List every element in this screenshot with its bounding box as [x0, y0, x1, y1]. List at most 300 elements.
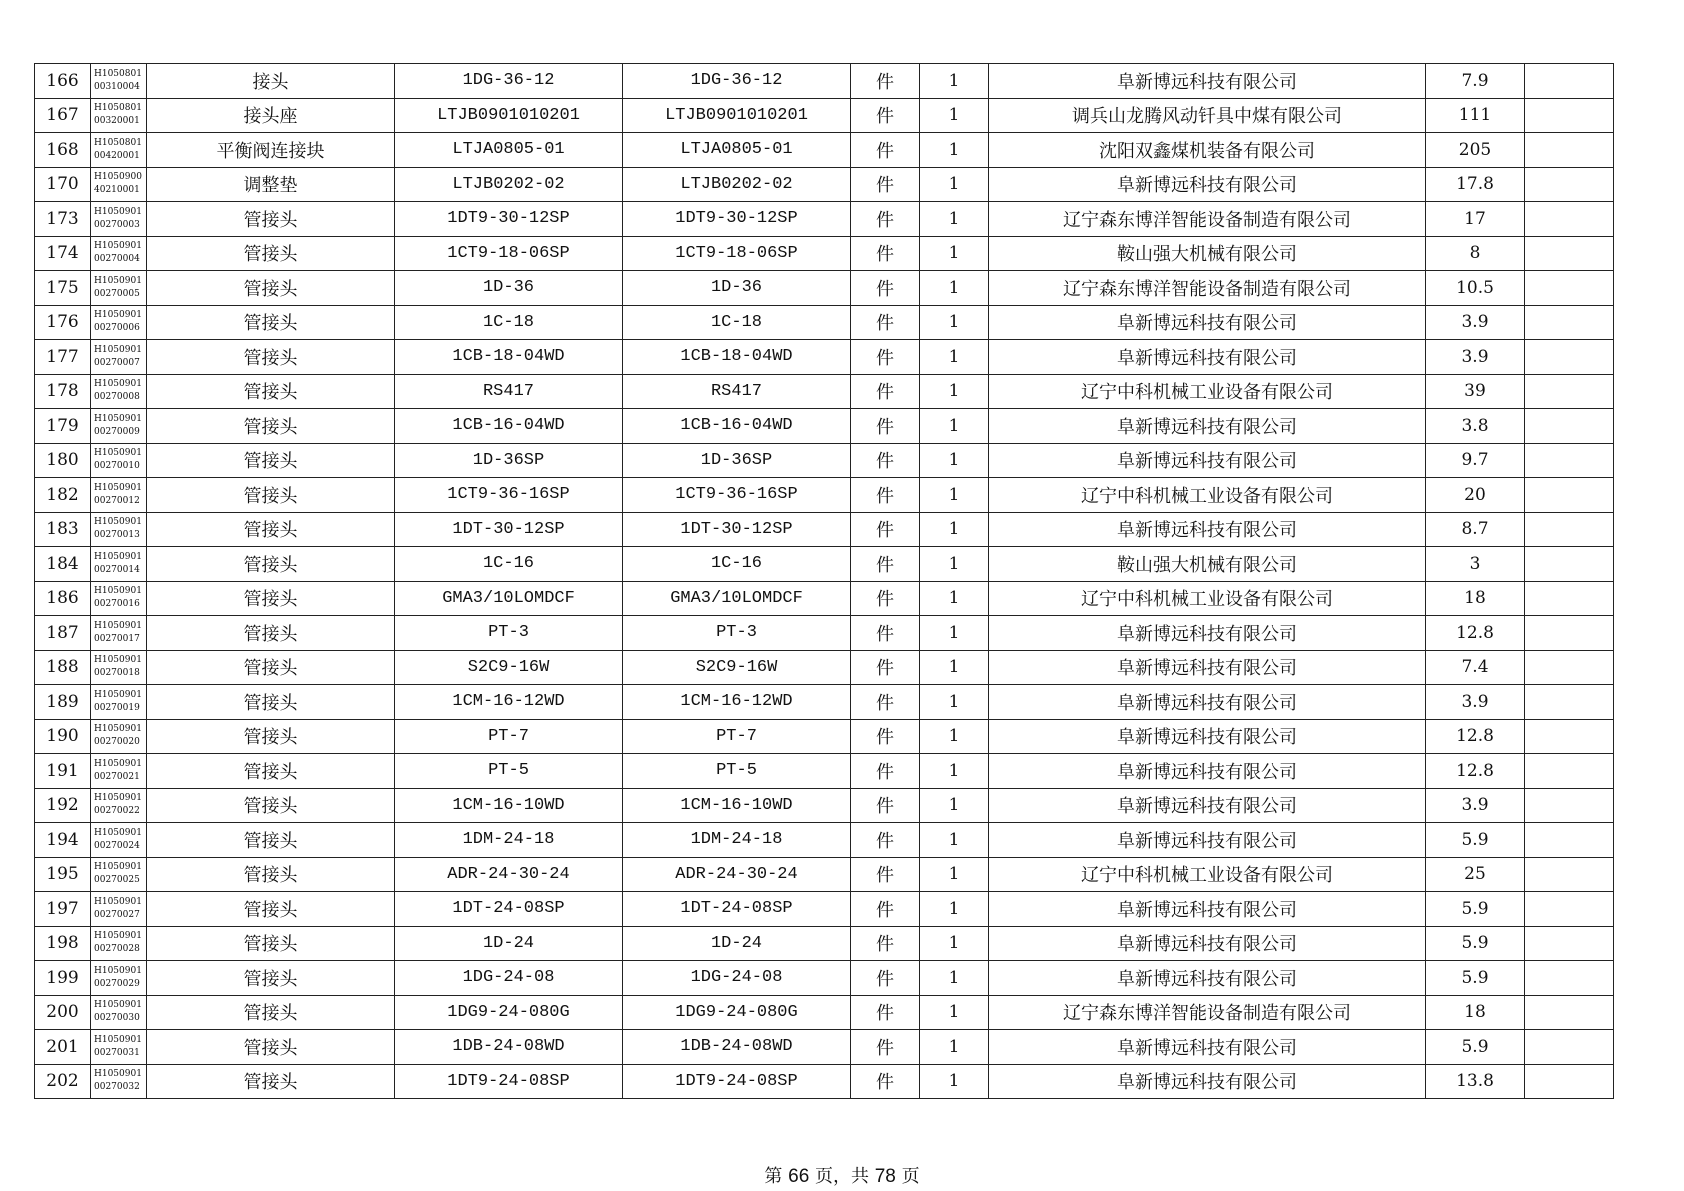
cell-part-name: 管接头: [147, 443, 395, 478]
cell-item-number: 184: [35, 547, 91, 582]
cell-part-name: 接头座: [147, 98, 395, 133]
cell-item-number: 188: [35, 650, 91, 685]
cell-item-number: 202: [35, 1064, 91, 1099]
cell-spec: 1C-18: [623, 305, 851, 340]
cell-part-name: 管接头: [147, 995, 395, 1030]
table-body: [35, 64, 1614, 1099]
cell-spec: 1DT9-24-08SP: [623, 1064, 851, 1099]
cell-item-number: 170: [35, 167, 91, 202]
cell-material-code: H1050901 00270008: [91, 374, 147, 409]
cell-price: 3.9: [1426, 340, 1525, 375]
cell-supplier: 阜新博远科技有限公司: [989, 892, 1426, 927]
cell-material-code: H1050901 00270021: [91, 754, 147, 789]
cell-spec: LTJB0202-02: [623, 167, 851, 202]
cell-price: 7.4: [1426, 650, 1525, 685]
cell-supplier: 辽宁中科机械工业设备有限公司: [989, 857, 1426, 892]
table-row: [35, 650, 1614, 685]
cell-price: 111: [1426, 98, 1525, 133]
table-row: [35, 581, 1614, 616]
table-row: [35, 271, 1614, 306]
cell-price: 12.8: [1426, 754, 1525, 789]
current-page-number: 66: [788, 1166, 810, 1187]
table-row: [35, 823, 1614, 858]
cell-material-code: H1050901 00270028: [91, 926, 147, 961]
cell-item-number: 176: [35, 305, 91, 340]
cell-material-code: H1050901 00270010: [91, 443, 147, 478]
cell-remark: [1525, 64, 1614, 99]
cell-supplier: 辽宁森东博洋智能设备制造有限公司: [989, 202, 1426, 237]
cell-material-code: H1050901 00270020: [91, 719, 147, 754]
cell-model: 1DM-24-18: [395, 823, 623, 858]
table-row: [35, 926, 1614, 961]
cell-price: 17.8: [1426, 167, 1525, 202]
cell-unit: 件: [851, 650, 920, 685]
cell-part-name: 管接头: [147, 685, 395, 720]
cell-supplier: 辽宁森东博洋智能设备制造有限公司: [989, 995, 1426, 1030]
cell-remark: [1525, 547, 1614, 582]
cell-part-name: 管接头: [147, 236, 395, 271]
cell-part-name: 管接头: [147, 719, 395, 754]
cell-material-code: H1050901 00270019: [91, 685, 147, 720]
cell-model: PT-5: [395, 754, 623, 789]
cell-model: PT-7: [395, 719, 623, 754]
cell-part-name: 管接头: [147, 650, 395, 685]
table-row: [35, 857, 1614, 892]
cell-item-number: 179: [35, 409, 91, 444]
cell-quantity: 1: [920, 892, 989, 927]
table-row: [35, 788, 1614, 823]
table-row: [35, 892, 1614, 927]
cell-unit: 件: [851, 616, 920, 651]
cell-price: 5.9: [1426, 926, 1525, 961]
cell-quantity: 1: [920, 64, 989, 99]
cell-quantity: 1: [920, 926, 989, 961]
cell-spec: 1DG-24-08: [623, 961, 851, 996]
cell-spec: GMA3/10LOMDCF: [623, 581, 851, 616]
cell-quantity: 1: [920, 719, 989, 754]
cell-supplier: 辽宁中科机械工业设备有限公司: [989, 581, 1426, 616]
cell-unit: 件: [851, 719, 920, 754]
cell-part-name: 管接头: [147, 616, 395, 651]
cell-spec: LTJB0901010201: [623, 98, 851, 133]
table-row: [35, 64, 1614, 99]
cell-remark: [1525, 374, 1614, 409]
cell-price: 25: [1426, 857, 1525, 892]
cell-part-name: 管接头: [147, 788, 395, 823]
cell-price: 5.9: [1426, 823, 1525, 858]
cell-unit: 件: [851, 340, 920, 375]
cell-unit: 件: [851, 581, 920, 616]
cell-part-name: 管接头: [147, 271, 395, 306]
cell-unit: 件: [851, 995, 920, 1030]
cell-supplier: 阜新博远科技有限公司: [989, 685, 1426, 720]
cell-material-code: H1050901 00270007: [91, 340, 147, 375]
cell-part-name: 管接头: [147, 857, 395, 892]
cell-model: LTJA0805-01: [395, 133, 623, 168]
cell-spec: 1DT-30-12SP: [623, 512, 851, 547]
cell-material-code: H1050901 00270024: [91, 823, 147, 858]
cell-unit: 件: [851, 1030, 920, 1065]
cell-spec: LTJA0805-01: [623, 133, 851, 168]
cell-quantity: 1: [920, 1064, 989, 1099]
cell-supplier: 阜新博远科技有限公司: [989, 961, 1426, 996]
cell-spec: 1DG-36-12: [623, 64, 851, 99]
cell-price: 20: [1426, 478, 1525, 513]
cell-model: 1CM-16-12WD: [395, 685, 623, 720]
cell-material-code: H1050901 00270018: [91, 650, 147, 685]
cell-supplier: 辽宁中科机械工业设备有限公司: [989, 478, 1426, 513]
cell-material-code: H1050901 00270029: [91, 961, 147, 996]
cell-price: 3.8: [1426, 409, 1525, 444]
cell-remark: [1525, 409, 1614, 444]
cell-remark: [1525, 961, 1614, 996]
cell-material-code: H1050901 00270012: [91, 478, 147, 513]
cell-unit: 件: [851, 443, 920, 478]
cell-remark: [1525, 512, 1614, 547]
cell-remark: [1525, 995, 1614, 1030]
cell-price: 205: [1426, 133, 1525, 168]
cell-model: PT-3: [395, 616, 623, 651]
cell-item-number: 199: [35, 961, 91, 996]
cell-quantity: 1: [920, 685, 989, 720]
cell-part-name: 管接头: [147, 478, 395, 513]
cell-supplier: 阜新博远科技有限公司: [989, 443, 1426, 478]
cell-model: ADR-24-30-24: [395, 857, 623, 892]
cell-price: 5.9: [1426, 892, 1525, 927]
cell-quantity: 1: [920, 823, 989, 858]
cell-quantity: 1: [920, 305, 989, 340]
cell-supplier: 辽宁森东博洋智能设备制造有限公司: [989, 271, 1426, 306]
cell-spec: S2C9-16W: [623, 650, 851, 685]
cell-part-name: 管接头: [147, 340, 395, 375]
cell-supplier: 阜新博远科技有限公司: [989, 512, 1426, 547]
cell-price: 13.8: [1426, 1064, 1525, 1099]
cell-model: RS417: [395, 374, 623, 409]
cell-unit: 件: [851, 167, 920, 202]
cell-supplier: 阜新博远科技有限公司: [989, 409, 1426, 444]
cell-price: 9.7: [1426, 443, 1525, 478]
cell-unit: 件: [851, 926, 920, 961]
cell-price: 12.8: [1426, 616, 1525, 651]
table-row: [35, 305, 1614, 340]
cell-spec: RS417: [623, 374, 851, 409]
cell-unit: 件: [851, 305, 920, 340]
cell-quantity: 1: [920, 961, 989, 996]
cell-material-code: H1050901 00270031: [91, 1030, 147, 1065]
cell-unit: 件: [851, 788, 920, 823]
cell-price: 8: [1426, 236, 1525, 271]
cell-quantity: 1: [920, 374, 989, 409]
cell-spec: 1C-16: [623, 547, 851, 582]
cell-supplier: 鞍山强大机械有限公司: [989, 236, 1426, 271]
table-row: [35, 478, 1614, 513]
cell-price: 18: [1426, 995, 1525, 1030]
cell-part-name: 管接头: [147, 1030, 395, 1065]
cell-remark: [1525, 616, 1614, 651]
cell-model: 1CM-16-10WD: [395, 788, 623, 823]
cell-item-number: 174: [35, 236, 91, 271]
table-row: [35, 1030, 1614, 1065]
cell-price: 7.9: [1426, 64, 1525, 99]
table-row: [35, 995, 1614, 1030]
cell-model: LTJB0901010201: [395, 98, 623, 133]
cell-item-number: 175: [35, 271, 91, 306]
cell-remark: [1525, 271, 1614, 306]
cell-unit: 件: [851, 374, 920, 409]
cell-material-code: H1050901 00270004: [91, 236, 147, 271]
cell-spec: 1DG9-24-080G: [623, 995, 851, 1030]
table-row: [35, 443, 1614, 478]
cell-remark: [1525, 167, 1614, 202]
cell-quantity: 1: [920, 443, 989, 478]
cell-quantity: 1: [920, 788, 989, 823]
cell-remark: [1525, 650, 1614, 685]
cell-supplier: 鞍山强大机械有限公司: [989, 547, 1426, 582]
cell-material-code: H1050801 00320001: [91, 98, 147, 133]
table-row: [35, 547, 1614, 582]
cell-price: 18: [1426, 581, 1525, 616]
cell-material-code: H1050901 00270027: [91, 892, 147, 927]
cell-item-number: 177: [35, 340, 91, 375]
cell-supplier: 阜新博远科技有限公司: [989, 754, 1426, 789]
cell-model: GMA3/10LOMDCF: [395, 581, 623, 616]
cell-material-code: H1050901 00270030: [91, 995, 147, 1030]
cell-model: 1DT9-30-12SP: [395, 202, 623, 237]
cell-supplier: 阜新博远科技有限公司: [989, 926, 1426, 961]
cell-material-code: H1050901 00270006: [91, 305, 147, 340]
cell-remark: [1525, 98, 1614, 133]
cell-material-code: H1050901 00270009: [91, 409, 147, 444]
table-row: [35, 340, 1614, 375]
cell-supplier: 沈阳双鑫煤机装备有限公司: [989, 133, 1426, 168]
cell-item-number: 168: [35, 133, 91, 168]
cell-unit: 件: [851, 236, 920, 271]
cell-quantity: 1: [920, 1030, 989, 1065]
cell-supplier: 阜新博远科技有限公司: [989, 719, 1426, 754]
cell-spec: 1CT9-18-06SP: [623, 236, 851, 271]
cell-item-number: 198: [35, 926, 91, 961]
cell-quantity: 1: [920, 167, 989, 202]
cell-unit: 件: [851, 961, 920, 996]
cell-quantity: 1: [920, 409, 989, 444]
cell-part-name: 调整垫: [147, 167, 395, 202]
footer-suffix: 页: [901, 1166, 920, 1187]
cell-part-name: 管接头: [147, 374, 395, 409]
cell-part-name: 管接头: [147, 1064, 395, 1099]
price-list-table: [34, 63, 1614, 1099]
cell-quantity: 1: [920, 236, 989, 271]
cell-unit: 件: [851, 409, 920, 444]
table-row: [35, 167, 1614, 202]
cell-model: S2C9-16W: [395, 650, 623, 685]
cell-quantity: 1: [920, 616, 989, 651]
cell-model: 1D-36SP: [395, 443, 623, 478]
cell-item-number: 182: [35, 478, 91, 513]
cell-model: 1CT9-18-06SP: [395, 236, 623, 271]
cell-item-number: 178: [35, 374, 91, 409]
cell-unit: 件: [851, 512, 920, 547]
cell-part-name: 接头: [147, 64, 395, 99]
cell-material-code: H1050901 00270003: [91, 202, 147, 237]
cell-unit: 件: [851, 754, 920, 789]
cell-quantity: 1: [920, 340, 989, 375]
cell-unit: 件: [851, 202, 920, 237]
cell-material-code: H1050901 00270005: [91, 271, 147, 306]
cell-part-name: 管接头: [147, 754, 395, 789]
cell-spec: 1D-36: [623, 271, 851, 306]
cell-model: 1CB-16-04WD: [395, 409, 623, 444]
cell-model: LTJB0202-02: [395, 167, 623, 202]
table-row: [35, 512, 1614, 547]
cell-part-name: 管接头: [147, 823, 395, 858]
cell-quantity: 1: [920, 581, 989, 616]
cell-material-code: H1050801 00310004: [91, 64, 147, 99]
table-row: [35, 961, 1614, 996]
cell-remark: [1525, 788, 1614, 823]
cell-spec: 1CM-16-12WD: [623, 685, 851, 720]
cell-spec: ADR-24-30-24: [623, 857, 851, 892]
cell-model: 1DT-30-12SP: [395, 512, 623, 547]
cell-item-number: 187: [35, 616, 91, 651]
cell-unit: 件: [851, 478, 920, 513]
footer-middle: 页，共: [815, 1166, 869, 1187]
cell-material-code: H1050901 00270032: [91, 1064, 147, 1099]
cell-price: 3: [1426, 547, 1525, 582]
total-page-number: 78: [874, 1166, 896, 1187]
cell-item-number: 189: [35, 685, 91, 720]
cell-spec: 1DT-24-08SP: [623, 892, 851, 927]
cell-spec: 1DM-24-18: [623, 823, 851, 858]
cell-item-number: 200: [35, 995, 91, 1030]
cell-unit: 件: [851, 547, 920, 582]
cell-model: 1D-24: [395, 926, 623, 961]
cell-quantity: 1: [920, 478, 989, 513]
cell-material-code: H1050901 00270013: [91, 512, 147, 547]
cell-spec: 1CT9-36-16SP: [623, 478, 851, 513]
cell-remark: [1525, 478, 1614, 513]
cell-part-name: 管接头: [147, 305, 395, 340]
cell-unit: 件: [851, 271, 920, 306]
cell-remark: [1525, 719, 1614, 754]
cell-spec: PT-3: [623, 616, 851, 651]
cell-unit: 件: [851, 64, 920, 99]
cell-supplier: 阜新博远科技有限公司: [989, 305, 1426, 340]
cell-price: 17: [1426, 202, 1525, 237]
cell-remark: [1525, 1030, 1614, 1065]
page-footer: [0, 1162, 1684, 1188]
cell-material-code: H1050901 00270022: [91, 788, 147, 823]
cell-item-number: 194: [35, 823, 91, 858]
cell-item-number: 167: [35, 98, 91, 133]
cell-supplier: 调兵山龙腾风动钎具中煤有限公司: [989, 98, 1426, 133]
cell-price: 3.9: [1426, 788, 1525, 823]
cell-part-name: 管接头: [147, 202, 395, 237]
cell-spec: 1D-36SP: [623, 443, 851, 478]
cell-remark: [1525, 857, 1614, 892]
cell-part-name: 管接头: [147, 892, 395, 927]
cell-price: 8.7: [1426, 512, 1525, 547]
cell-model: 1DG9-24-080G: [395, 995, 623, 1030]
cell-supplier: 阜新博远科技有限公司: [989, 167, 1426, 202]
cell-unit: 件: [851, 1064, 920, 1099]
cell-supplier: 阜新博远科技有限公司: [989, 650, 1426, 685]
cell-quantity: 1: [920, 995, 989, 1030]
cell-remark: [1525, 305, 1614, 340]
cell-remark: [1525, 133, 1614, 168]
table-row: [35, 133, 1614, 168]
cell-remark: [1525, 926, 1614, 961]
cell-material-code: H1050900 40210001: [91, 167, 147, 202]
cell-unit: 件: [851, 892, 920, 927]
cell-supplier: 辽宁中科机械工业设备有限公司: [989, 374, 1426, 409]
cell-remark: [1525, 236, 1614, 271]
cell-item-number: 166: [35, 64, 91, 99]
cell-item-number: 192: [35, 788, 91, 823]
cell-part-name: 管接头: [147, 926, 395, 961]
cell-supplier: 阜新博远科技有限公司: [989, 340, 1426, 375]
table-row: [35, 685, 1614, 720]
cell-item-number: 183: [35, 512, 91, 547]
table-row: [35, 236, 1614, 271]
table-row: [35, 409, 1614, 444]
cell-supplier: 阜新博远科技有限公司: [989, 788, 1426, 823]
cell-remark: [1525, 1064, 1614, 1099]
cell-price: 10.5: [1426, 271, 1525, 306]
table-row: [35, 754, 1614, 789]
cell-remark: [1525, 685, 1614, 720]
cell-remark: [1525, 202, 1614, 237]
cell-quantity: 1: [920, 547, 989, 582]
cell-supplier: 阜新博远科技有限公司: [989, 823, 1426, 858]
cell-quantity: 1: [920, 133, 989, 168]
cell-price: 5.9: [1426, 961, 1525, 996]
cell-supplier: 阜新博远科技有限公司: [989, 64, 1426, 99]
cell-spec: 1CB-18-04WD: [623, 340, 851, 375]
cell-item-number: 197: [35, 892, 91, 927]
cell-price: 5.9: [1426, 1030, 1525, 1065]
cell-quantity: 1: [920, 754, 989, 789]
cell-part-name: 管接头: [147, 409, 395, 444]
cell-unit: 件: [851, 685, 920, 720]
cell-item-number: 201: [35, 1030, 91, 1065]
cell-model: 1CT9-36-16SP: [395, 478, 623, 513]
table-row: [35, 98, 1614, 133]
cell-unit: 件: [851, 823, 920, 858]
cell-spec: PT-7: [623, 719, 851, 754]
cell-quantity: 1: [920, 98, 989, 133]
cell-spec: 1D-24: [623, 926, 851, 961]
cell-model: 1DG-36-12: [395, 64, 623, 99]
cell-material-code: H1050901 00270014: [91, 547, 147, 582]
cell-item-number: 190: [35, 719, 91, 754]
cell-quantity: 1: [920, 512, 989, 547]
table-row: [35, 202, 1614, 237]
cell-part-name: 平衡阀连接块: [147, 133, 395, 168]
table-row: [35, 616, 1614, 651]
cell-remark: [1525, 340, 1614, 375]
cell-spec: PT-5: [623, 754, 851, 789]
cell-model: 1C-16: [395, 547, 623, 582]
cell-quantity: 1: [920, 857, 989, 892]
cell-part-name: 管接头: [147, 512, 395, 547]
table-row: [35, 719, 1614, 754]
cell-supplier: 阜新博远科技有限公司: [989, 1030, 1426, 1065]
cell-price: 39: [1426, 374, 1525, 409]
cell-material-code: H1050901 00270025: [91, 857, 147, 892]
cell-quantity: 1: [920, 271, 989, 306]
cell-item-number: 180: [35, 443, 91, 478]
cell-model: 1CB-18-04WD: [395, 340, 623, 375]
